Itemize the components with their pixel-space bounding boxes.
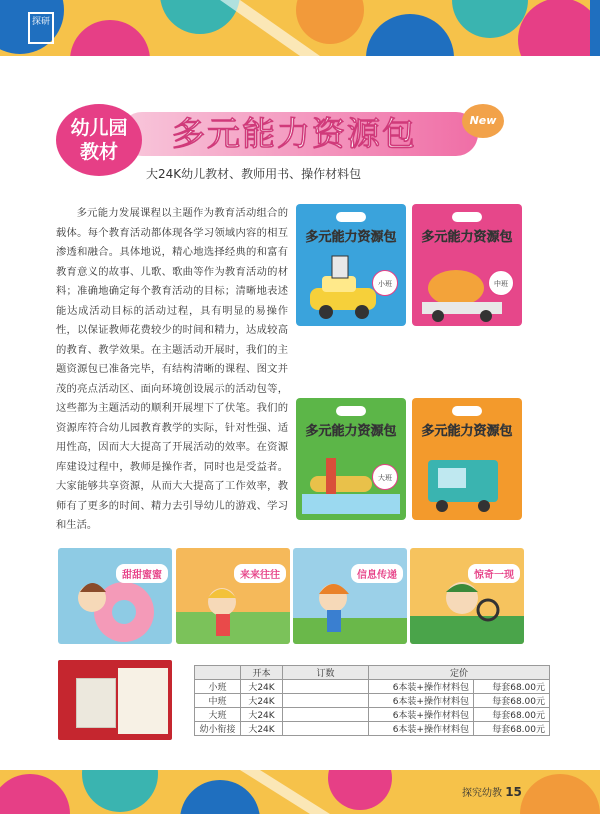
bottom-decorative-band — [0, 770, 600, 814]
package-level-badge: 中班 — [488, 270, 514, 296]
table-header: 开本 — [241, 666, 283, 680]
book-title: 来来往往 — [234, 564, 286, 583]
magazine-name: 探究幼教 — [462, 788, 502, 799]
row-quantity — [283, 694, 369, 708]
page-number: 15 — [505, 785, 522, 799]
category-badge-line2: 教材 — [79, 141, 118, 163]
table-header — [195, 666, 241, 680]
row-content: 6本装+操作材料包 — [369, 722, 474, 736]
tv-truck-illustration — [412, 398, 522, 520]
title-block — [56, 104, 496, 174]
top-band-pattern — [0, 0, 600, 56]
row-size: 大24K — [241, 708, 283, 722]
page-title: 多元能力资源包 — [172, 114, 417, 153]
package-middle-class — [412, 204, 522, 326]
row-level: 幼小衔接 — [195, 722, 241, 736]
row-content: 6本装+操作材料包 — [369, 680, 474, 694]
body-paragraph: 多元能力发展课程以主题作为教育活动组合的载体。每个教育活动都体现各学习领域内容的相互渗透和融合。具体地说，精心地选择经典的和富有教育意义的故事、儿歌、歌曲等作为教育活动的材料；准确地确定每个教育活动的目标；清晰地表述能达成活动目标的活动过程，具有明显的易操作性，以保证教师花费较少的时间和精力，达成较高的教育、教学效果。在主题活动开展时，我们的主题资源包已准备完毕，有结构清晰的课程、图文并茂的亮点活动区、面向环境创设展示的活动包等，这些都为主题活动的顺利开展埋下了伏笔。我们的资源库符合幼儿园教育教学的实际，针对性强、适用性高，因而大大提高了开展活动的效率。在资源库建设过程中，教师是操作者，同时也是受益者。大家能够共享资源，从而大大提高了工作效率，教师有了更多的时间、精力去引导幼儿的游戏、学习和生活。 — [56, 207, 288, 531]
table-header: 订数 — [283, 666, 369, 680]
materials-card — [118, 668, 168, 734]
package-level-badge: 小班 — [372, 270, 398, 296]
row-level: 大班 — [195, 708, 241, 722]
row-quantity — [283, 708, 369, 722]
price-table — [194, 665, 550, 736]
package-title: 多元能力资源包 — [305, 230, 397, 245]
book-illustration — [176, 548, 290, 644]
mixer-truck-illustration — [412, 204, 522, 326]
row-content: 6本装+操作材料包 — [369, 694, 474, 708]
row-size: 大24K — [241, 694, 283, 708]
book-illustration — [410, 548, 524, 644]
row-price: 每套68.00元 — [473, 680, 549, 694]
row-price: 每套68.00元 — [473, 694, 549, 708]
top-decorative-band — [0, 0, 600, 56]
book-cover — [58, 548, 172, 644]
row-level: 小班 — [195, 680, 241, 694]
package-title: 多元能力资源包 — [421, 424, 513, 439]
page-footer — [462, 784, 522, 799]
table-header-row — [195, 666, 550, 680]
package-title: 多元能力资源包 — [421, 230, 513, 245]
row-quantity — [283, 680, 369, 694]
row-price: 每套68.00元 — [473, 722, 549, 736]
package-transition-class — [412, 398, 522, 520]
operation-materials-photo — [58, 660, 172, 740]
row-quantity — [283, 722, 369, 736]
book-cover — [410, 548, 524, 644]
materials-bag — [76, 678, 116, 728]
table-header: 定价 — [369, 666, 550, 680]
row-size: 大24K — [241, 680, 283, 694]
table-row — [195, 694, 550, 708]
book-illustration — [293, 548, 407, 644]
book-cover — [293, 548, 407, 644]
book-title: 信息传递 — [351, 564, 403, 583]
row-content: 6本装+操作材料包 — [369, 708, 474, 722]
table-row — [195, 722, 550, 736]
airplane-illustration — [296, 398, 406, 520]
new-badge: New — [462, 104, 504, 138]
category-badge — [56, 104, 142, 176]
table-row — [195, 680, 550, 694]
table-row — [195, 708, 550, 722]
package-small-class — [296, 204, 406, 326]
category-badge-line1: 幼儿园 — [70, 117, 128, 139]
package-level-badge: 大班 — [372, 464, 398, 490]
package-large-class — [296, 398, 406, 520]
book-illustration — [58, 548, 172, 644]
row-size: 大24K — [241, 722, 283, 736]
row-price: 每套68.00元 — [473, 708, 549, 722]
book-cover — [176, 548, 290, 644]
package-title: 多元能力资源包 — [305, 424, 397, 439]
book-title: 惊奇一现 — [468, 564, 520, 583]
magazine-logo: 探研 — [28, 12, 54, 44]
subtitle: 大24K幼儿教材、教师用书、操作材料包 — [146, 167, 362, 181]
taxi-illustration — [296, 204, 406, 326]
row-level: 中班 — [195, 694, 241, 708]
book-title: 甜甜蜜蜜 — [116, 564, 168, 583]
